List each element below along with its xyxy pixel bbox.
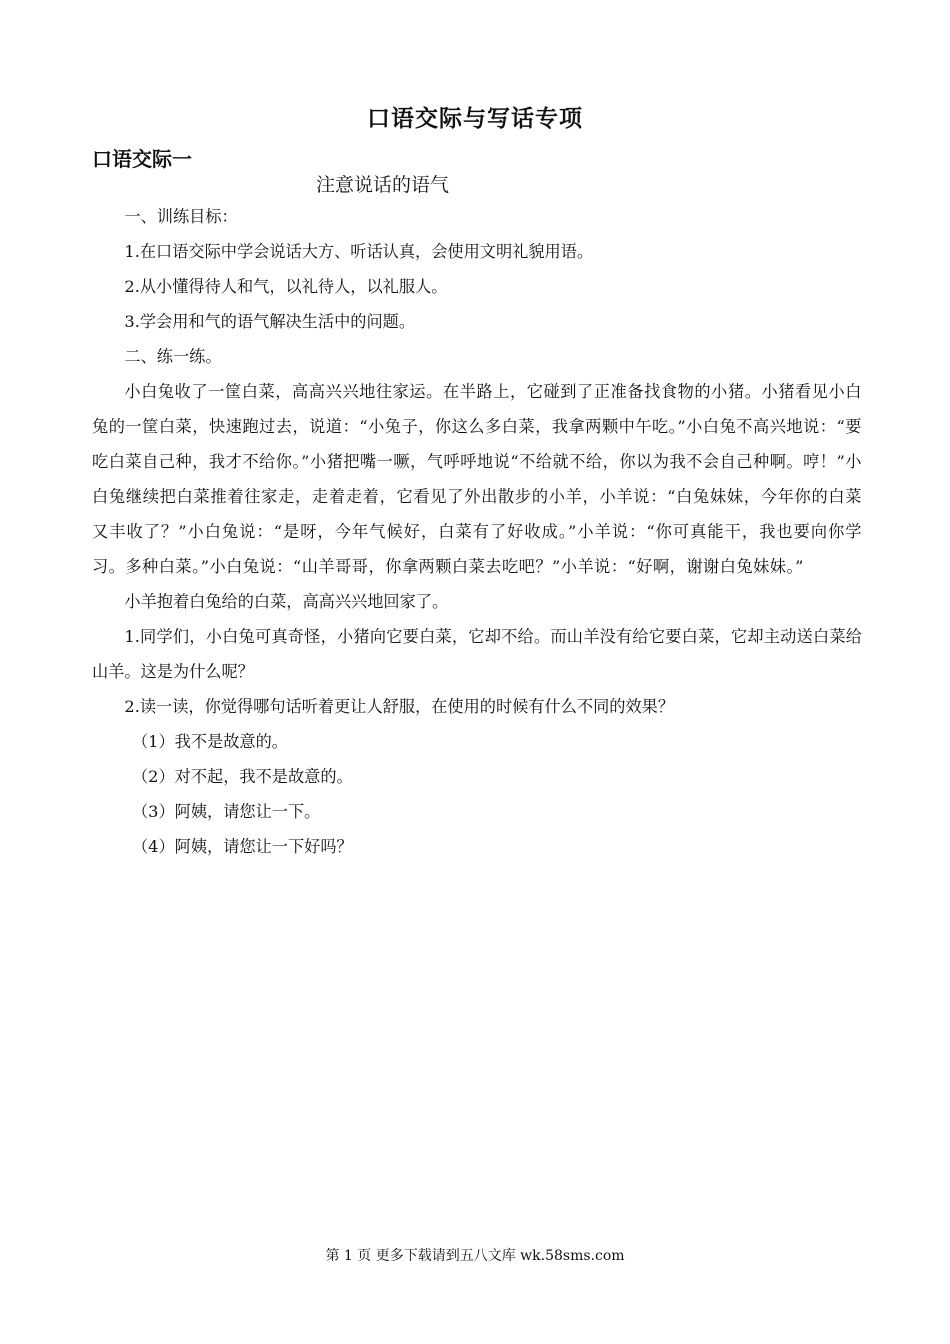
document-title: 口语交际与写话专项 <box>367 105 583 132</box>
page-footer: 第 1 页 更多下载请到五八文库 wk.58sms.com <box>325 1248 625 1264</box>
question-item: 1.同学们，小白兔可真奇怪，小猪向它要白菜，它却不给。而山羊没有给它要白菜，它却主动送白菜给山羊。这是为什么呢？ <box>92 627 862 681</box>
practice-heading: 二、练一练。 <box>124 347 222 366</box>
goals-heading: 一、训练目标： <box>124 207 238 226</box>
section-heading: 口语交际一 <box>92 147 192 171</box>
option-item: （2）对不起，我不是故意的。 <box>132 767 353 786</box>
story-paragraph: 小白兔收了一筐白菜，高高兴兴地往家运。在半路上，它碰到了正准备找食物的小猪。小猪看见小白兔的一筐白菜，快速跑过去，说道：“小兔子，你这么多白菜，我拿两颗中午吃。”小白兔不高兴地说：“要吃白菜自己种，我才不给你。”小猪把嘴一噘，气呼呼地说“不给就不给，你以为我不会自己种啊。哼！”小白兔继续把白菜推着往家走，走着走着，它看见了外出散步的小羊，小羊说：“白兔妹妹，今年你的白菜又丰收了？”小白兔说：“是呀，今年气候好，白菜有了好收成。”小羊说：“你可真能干，我也要向你学习。多种白菜。”小白兔说：“山羊哥哥，你拿两颗白菜去吃吧？”小羊说：“好啊，谢谢白兔妹妹。” <box>92 382 862 576</box>
lesson-subtitle: 注意说话的语气 <box>316 174 450 196</box>
question-item: 2.读一读，你觉得哪句话听着更让人舒服，在使用的时候有什么不同的效果？ <box>124 697 675 716</box>
goal-item: 1.在口语交际中学会说话大方、听话认真，会使用文明礼貌用语。 <box>124 242 594 261</box>
option-item: （4）阿姨，请您让一下好吗？ <box>132 837 353 856</box>
option-item: （1）我不是故意的。 <box>132 732 288 751</box>
goal-item: 2.从小懂得待人和气，以礼待人，以礼服人。 <box>124 277 448 296</box>
goal-item: 3.学会用和气的语气解决生活中的问题。 <box>124 312 416 331</box>
document-body <box>92 199 862 864</box>
option-item: （3）阿姨，请您让一下。 <box>132 802 321 821</box>
story-ending: 小羊抱着白兔给的白菜，高高兴兴地回家了。 <box>124 592 449 611</box>
